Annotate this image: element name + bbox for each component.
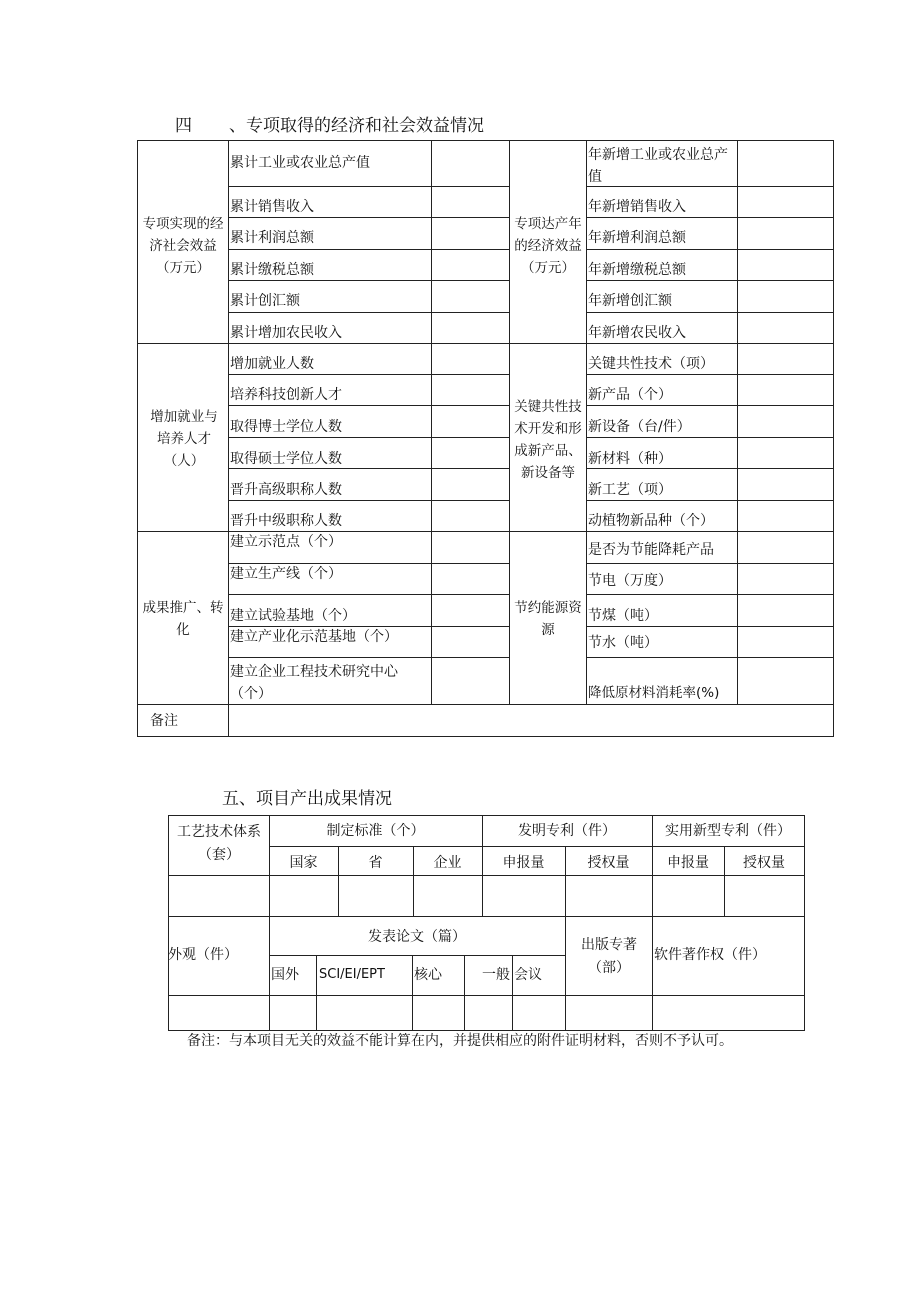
g2-left-item: 晋升高级职称人数 bbox=[230, 482, 342, 498]
header-national: 国家 bbox=[289, 855, 318, 871]
header-invention-patent: 发明专利（件） bbox=[518, 823, 616, 839]
g2-right-item: 新设备（台/件） bbox=[588, 419, 691, 435]
header-monograph: 出版专著（部） bbox=[581, 937, 637, 976]
g3-right-item: 是否为节能降耗产品 bbox=[588, 542, 714, 558]
group2-left-label: 增加就业与培养人才（人） bbox=[150, 409, 218, 469]
g1-left-item: 累计利润总额 bbox=[230, 230, 314, 246]
g2-right-item: 新工艺（项） bbox=[588, 482, 672, 498]
g3-right-item: 节电（万度） bbox=[588, 573, 672, 589]
g3-left-item: 建立生产线（个） bbox=[230, 566, 342, 582]
g1-right-item: 年新增销售收入 bbox=[588, 199, 686, 215]
header-software: 软件著作权（件） bbox=[654, 947, 766, 963]
g1-left-item: 累计工业或农业总产值 bbox=[230, 155, 370, 171]
group1-left-label: 专项实现的经济社会效益（万元） bbox=[142, 216, 224, 276]
header-general: 一般 bbox=[482, 967, 510, 983]
g1-right-item: 年新增缴税总额 bbox=[588, 262, 686, 278]
header-enterprise: 企业 bbox=[433, 855, 462, 871]
g2-right-item: 新材料（种） bbox=[588, 451, 672, 467]
g1-right-item: 年新增利润总额 bbox=[588, 230, 686, 246]
g1-left-item: 累计创汇额 bbox=[230, 293, 300, 309]
section5-title: 五、项目产出成果情况 bbox=[222, 789, 392, 809]
g2-left-item: 增加就业人数 bbox=[230, 356, 314, 372]
g1-left-item: 累计增加农民收入 bbox=[230, 325, 342, 341]
header-foreign: 国外 bbox=[271, 967, 299, 983]
g2-left-item: 晋升中级职称人数 bbox=[230, 513, 342, 529]
g1-left-item: 累计销售收入 bbox=[230, 199, 314, 215]
header-papers: 发表论文（篇） bbox=[368, 929, 466, 945]
g2-left-item: 培养科技创新人才 bbox=[230, 387, 342, 403]
g1-left-item: 累计缴税总额 bbox=[230, 262, 314, 278]
header-util-apply: 申报量 bbox=[667, 855, 709, 871]
header-inv-grant: 授权量 bbox=[587, 855, 630, 871]
group3-left-label: 成果推广、转化 bbox=[142, 600, 224, 638]
g1-right-item: 年新增农民收入 bbox=[588, 325, 686, 341]
remark-label: 备注 bbox=[150, 713, 178, 729]
footer-note: 备注：与本项目无关的效益不能计算在内，并提供相应的附件证明材料，否则不予认可。 bbox=[187, 1033, 733, 1049]
group3-right-label: 节约能源资源 bbox=[514, 600, 582, 638]
group1-right-label: 专项达产年的经济效益（万元） bbox=[514, 216, 582, 276]
g2-left-item: 取得硕士学位人数 bbox=[230, 451, 342, 467]
section4-title: 、专项取得的经济和社会效益情况 bbox=[229, 116, 484, 136]
g3-right-item: 节水（吨） bbox=[588, 635, 658, 651]
g3-left-item: 建立示范点（个） bbox=[230, 534, 342, 550]
g3-right-item: 节煤（吨） bbox=[588, 608, 658, 624]
group2-right-label: 关键共性技术开发和形成新产品、新设备等 bbox=[514, 399, 582, 481]
header-process-system: 工艺技术体系（套） bbox=[177, 824, 261, 863]
header-appearance: 外观（件） bbox=[168, 947, 238, 963]
header-core: 核心 bbox=[414, 967, 442, 983]
g1-right-item: 年新增工业或农业总产值 bbox=[588, 147, 728, 185]
g2-right-item: 新产品（个） bbox=[588, 387, 672, 403]
header-inv-apply: 申报量 bbox=[502, 855, 545, 871]
header-util-grant: 授权量 bbox=[743, 855, 785, 871]
header-provincial: 省 bbox=[368, 855, 383, 871]
g2-left-item: 取得博士学位人数 bbox=[230, 419, 342, 435]
header-standards: 制定标准（个） bbox=[326, 823, 425, 839]
g1-right-item: 年新增创汇额 bbox=[588, 293, 672, 309]
g3-left-item: 建立试验基地（个） bbox=[230, 608, 356, 624]
g3-left-item: 建立企业工程技术研究中心（个） bbox=[230, 664, 398, 702]
header-utility-patent: 实用新型专利（件） bbox=[665, 823, 791, 839]
header-conference: 会议 bbox=[514, 967, 542, 983]
section4-number: 四 bbox=[175, 116, 192, 136]
g2-right-item: 动植物新品种（个） bbox=[588, 513, 714, 529]
g3-right-item: 降低原材料消耗率(%) bbox=[588, 685, 720, 701]
g3-left-item: 建立产业化示范基地（个） bbox=[230, 629, 398, 645]
header-sci: SCI/EI/EPT bbox=[319, 967, 385, 982]
g2-right-item: 关键共性技术（项） bbox=[588, 356, 714, 372]
